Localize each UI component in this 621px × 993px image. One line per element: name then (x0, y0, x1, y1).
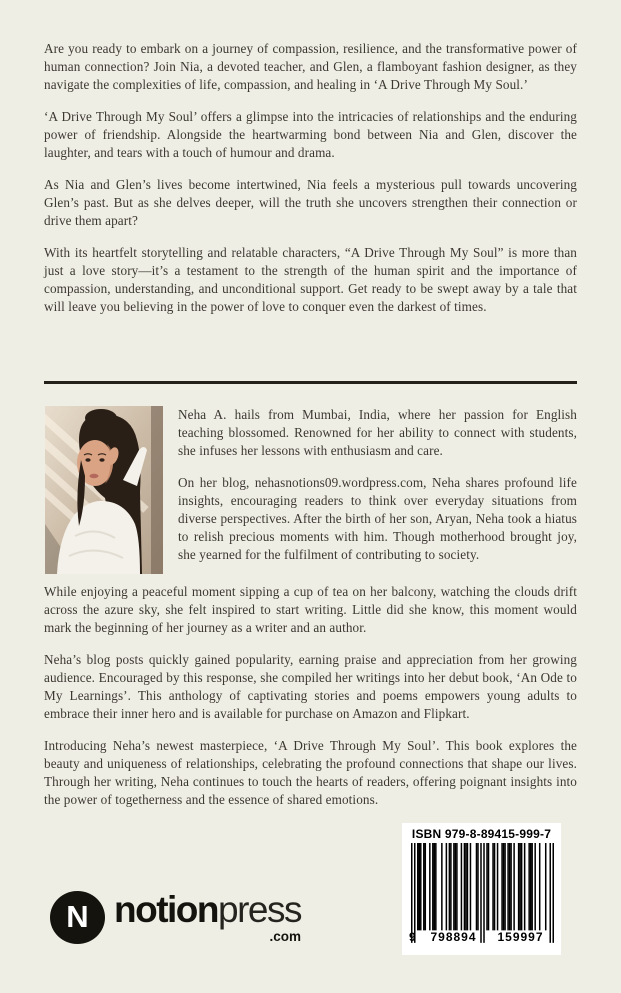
barcode-digit-group: 798894 (430, 930, 477, 944)
barcode-digit-group: 159997 (497, 930, 544, 944)
synopsis-section (44, 40, 577, 330)
publisher-domain: .com (269, 929, 301, 945)
author-bio-text (178, 406, 577, 578)
bio-paragraph: Introducing Neha’s newest masterpiece, ‘A Drive Through My Soul’. This book explores the beauty and uniqueness of relationships, celebrating the profound connections that shape our lives. Through her writing, Neha continues to touch the hearts of readers, offering poignant insights into the power of togetherness and the essence of shared emotions. (44, 738, 577, 807)
publisher-name-light: press (218, 889, 301, 931)
bio-paragraph: Neha A. hails from Mumbai, India, where her passion for English teaching blossomed. Renowned for her ability to connect with students, she infuses her lessons with enthusiasm and care. (178, 407, 577, 458)
synopsis-paragraph: Are you ready to embark on a journey of compassion, resilience, and the transformative power of human connection? Join Nia, a devoted teacher, and Glen, a flamboyant fashion designer, as they navigate the complexities of life, compassion, and healing in ‘A Drive Through My Soul.’ (44, 41, 577, 92)
isbn-barcode (402, 823, 561, 955)
barcode-bars (409, 843, 554, 951)
isbn-label: ISBN 979-8-89415-999-7 (411, 827, 552, 841)
notionpress-n-icon (50, 891, 105, 944)
bio-paragraph: Neha’s blog posts quickly gained popularity, earning praise and appreciation from her growing audience. Encouraged by this response, she compiled her writings into her debut book, ‘An Ode to My Learnings’. This anthology of captivating stories and poems empowers young adults to embrace their inner hero and is available for purchase on Amazon and Flipkart. (44, 652, 577, 721)
barcode-digit-left: 9 (409, 930, 416, 944)
publisher-logo (50, 891, 301, 944)
author-bio-section (45, 406, 577, 578)
publisher-name-bold: notion (114, 889, 219, 931)
section-divider (44, 381, 577, 384)
synopsis-paragraph: ‘A Drive Through My Soul’ offers a glimpse into the intricacies of relationships and the enduring power of friendship. Alongside the heartwarming bond between Nia and Glen, discover the laughter, and tears with a touch of humour and drama. (44, 109, 577, 160)
publisher-wordmark (114, 891, 301, 944)
author-photo (45, 406, 163, 574)
synopsis-paragraph: As Nia and Glen’s lives become intertwined, Nia feels a mysterious pull towards uncovering Glen’s past. But as she delves deeper, will the truth she uncovers strengthen their connection or drive them apart? (44, 177, 577, 228)
bio-paragraph: On her blog, nehasnotions09.wordpress.com, Neha shares profound life insights, encouraging readers to think over everyday situations from diverse perspectives. After the birth of her son, Aryan, Neha took a hiatus to relish precious moments with him. Though motherhood brought joy, she yearned for the fulfilment of contributing to society. (178, 475, 577, 562)
author-photo-illustration (45, 406, 163, 574)
barcode-digits (409, 930, 554, 944)
publisher-name (114, 889, 301, 931)
author-bio-continued (44, 583, 577, 823)
bio-paragraph: While enjoying a peaceful moment sipping a cup of tea on her balcony, watching the clouds drift across the azure sky, she felt inspired to start writing. Little did she know, this moment would mark the beginning of her journey as a writer and an author. (44, 584, 577, 635)
logo-letter: N (66, 898, 89, 934)
synopsis-paragraph: With its heartfelt storytelling and relatable characters, “A Drive Through My Soul” is more than just a love story—it’s a testament to the strength of the human spirit and the importance of compassion, understanding, and unconditional support. Get ready to be swept away by a tale that will leave you believing in the power of love to conquer even the darkest of times. (44, 245, 577, 314)
